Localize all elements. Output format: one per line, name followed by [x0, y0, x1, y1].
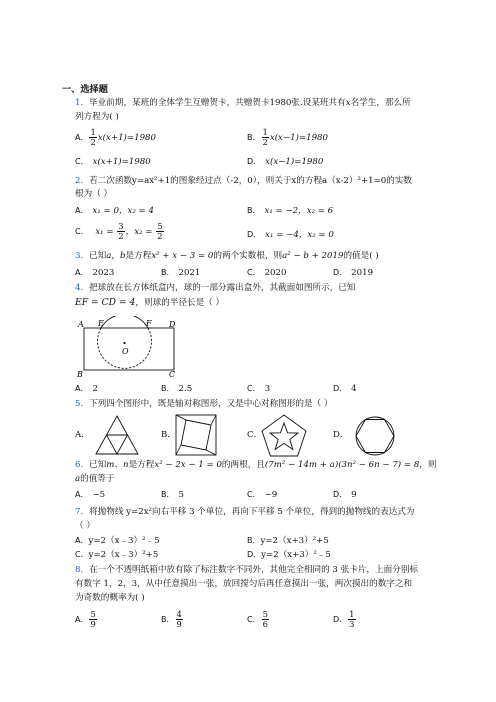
option-value: 2021 — [178, 268, 201, 278]
question-number: 3． — [75, 251, 90, 261]
option-expression: x(x−1)=1980 — [265, 157, 324, 167]
pentagon-star-figure — [260, 413, 308, 459]
expression: EF = CD = 4 — [75, 297, 136, 308]
option-label: A． — [75, 490, 89, 499]
option-label: C． — [247, 490, 261, 499]
question-number: 6． — [75, 460, 90, 470]
variable: m — [106, 460, 115, 470]
option-label: D． — [333, 268, 348, 277]
fraction: $\frac{5}{2}$ — [157, 221, 163, 241]
expression: a² − b + 2019 — [282, 251, 344, 261]
question-text: 的值是( ) — [343, 251, 379, 261]
q6-option-d — [333, 490, 357, 502]
section-title: 一、选择题 — [62, 84, 108, 95]
q8-option-a — [75, 610, 98, 629]
label-e: E — [98, 319, 104, 328]
question-text: 的两个实数根，则 — [213, 251, 283, 261]
question-text: 将抛物线 y=2x²向右平移 3 个单位，再向下平移 5 个单位，得到的抛物线的表达式为 — [89, 507, 415, 517]
question-3-line-1 — [75, 251, 379, 263]
question-number: 5． — [75, 399, 90, 409]
q3-option-c — [247, 268, 286, 280]
variable: a — [106, 251, 112, 261]
question-7-line-1 — [75, 507, 414, 519]
option-label: B． — [161, 614, 175, 624]
question-text: ，则球的半径长是（ ） — [135, 298, 225, 308]
q8-option-d — [333, 610, 357, 629]
option-value: −9 — [264, 490, 278, 500]
option-label: A． — [75, 384, 89, 393]
q6-option-b — [161, 490, 184, 502]
q3-option-a — [75, 268, 114, 280]
option-label: A． — [75, 132, 89, 142]
expression: (7m² − 14m + a)(3n² − 6n − 7) = 8 — [264, 460, 420, 470]
q3-option-d — [333, 268, 373, 280]
question-8-line-1 — [75, 565, 418, 577]
option-label: C． — [247, 268, 261, 277]
q1-option-d — [247, 157, 323, 169]
fraction: $\frac{1}{2}$ — [262, 127, 268, 147]
question-text: 名学生，那么所 — [350, 98, 411, 108]
option-label: A． — [75, 206, 89, 215]
q6-option-c — [247, 490, 277, 502]
question-number: 2． — [75, 176, 90, 186]
q3-option-b — [161, 268, 200, 280]
q5-option-a-label: A． — [75, 430, 90, 440]
question-8-line-2: 有数字 1，2，3，从中任意摸出一张，放回搅匀后再任意摸出一张，两次摸出的数字之和 — [75, 579, 413, 589]
fraction: $\frac{5}{6}$ — [262, 609, 268, 629]
q4-option-a — [75, 384, 98, 396]
question-number: 4． — [75, 283, 90, 293]
option-expression: y=2（x+3）²+5 — [260, 536, 329, 546]
question-text: 毕业前期，某班的全体学生互赠贺卡，共赠贺卡1980张.设某班共有 — [89, 98, 346, 108]
fraction: $\frac{4}{9}$ — [176, 609, 182, 629]
question-4-line-2 — [75, 297, 224, 310]
fraction: $\frac{1}{2}$ — [90, 127, 96, 147]
q4-option-c — [247, 384, 270, 396]
question-text: 若二次函数y=ax²+1的图象经过点（-2，0），则关于x的方程a（x-2）²+1=0的实数 — [89, 176, 412, 186]
q2-option-b — [247, 206, 333, 218]
option-label: C． — [75, 157, 89, 166]
option-value: 5 — [178, 490, 184, 500]
subdivided-triangle-figure — [94, 414, 140, 456]
question-7-line-2: （ ） — [75, 521, 95, 531]
center-point — [123, 342, 125, 344]
option-label: A． — [75, 268, 89, 277]
label-d: D — [169, 320, 176, 329]
question-5-line-1 — [75, 399, 332, 411]
option-expression: y=2（x﹣3）²﹣5 — [88, 536, 160, 546]
question-text: ，则 — [419, 460, 437, 470]
q7-option-d — [247, 550, 331, 562]
option-expression: x(x+1)=1980 — [92, 157, 151, 167]
variable: x — [345, 98, 351, 108]
q8-option-b — [161, 610, 184, 629]
question-number: 7． — [75, 507, 90, 517]
option-value: 2.5 — [178, 384, 193, 394]
separator: ， — [111, 251, 120, 261]
box-rect — [84, 328, 174, 370]
option-expression: x₁ = −4，x₂ = 0 — [265, 230, 334, 240]
fraction: $\frac{1}{3}$ — [349, 609, 355, 629]
q4-option-b — [161, 384, 192, 396]
question-text: 已知 — [89, 251, 107, 261]
equation: x² − 2x − 1 = 0 — [154, 460, 222, 470]
option-label: D． — [247, 550, 262, 559]
option-value: 3 — [264, 384, 271, 394]
option-label: B． — [247, 132, 261, 142]
option-label: D． — [333, 614, 348, 624]
option-expression: x(x+1)=1980 — [97, 132, 156, 143]
ball-in-box-figure — [74, 316, 184, 378]
option-value: 4 — [351, 384, 357, 394]
label-c: C — [169, 370, 176, 378]
question-number: 1． — [75, 98, 90, 108]
q6-option-a — [75, 490, 105, 502]
q7-option-c — [75, 550, 158, 562]
q2-option-d — [247, 230, 334, 242]
q7-option-a — [75, 536, 160, 548]
question-6-line-2 — [75, 474, 115, 486]
option-label: B． — [161, 490, 175, 499]
fraction: $\frac{5}{9}$ — [90, 609, 96, 629]
question-text: 的两根，且 — [221, 460, 265, 470]
option-label: D． — [247, 230, 262, 239]
option-expression: y=2（x﹣3）²+5 — [88, 550, 159, 560]
variable: b — [120, 251, 126, 261]
option-value: 2020 — [264, 268, 287, 278]
option-value: 2 — [92, 384, 98, 394]
question-1-line-2: 列方程为( ) — [75, 112, 119, 122]
option-value: 2023 — [92, 268, 115, 278]
question-text: 在一个不透明纸箱中放有除了标注数字不同外，其他完全相同的 3 张卡片，上面分别标 — [89, 565, 418, 575]
option-label: C． — [247, 384, 261, 393]
question-2-line-2: 根为（ ） — [75, 189, 113, 199]
question-text: 是方程 — [125, 251, 152, 261]
q1-option-c — [75, 157, 151, 169]
q4-option-d — [333, 384, 357, 396]
option-label: C． — [247, 614, 261, 624]
option-value: −5 — [92, 490, 106, 500]
question-4-line-1 — [75, 283, 355, 295]
question-text: 是方程 — [128, 460, 155, 470]
q1-option-a — [75, 128, 156, 147]
separator: 、 — [114, 460, 124, 470]
question-8-line-3: 为奇数的概率为( ) — [75, 593, 145, 603]
option-label: B． — [161, 384, 175, 393]
question-text: 把球放在长方体纸盒内，球的一部分露出盒外，其截面如图所示，已知 — [89, 283, 356, 293]
option-label: D． — [247, 157, 262, 166]
option-label: B． — [247, 536, 261, 545]
q2-option-a — [75, 206, 154, 218]
option-label: C． — [75, 550, 89, 559]
question-text: 已知 — [89, 460, 107, 470]
question-number: 8． — [75, 565, 90, 575]
label-f: F — [146, 319, 152, 328]
q1-option-b — [247, 128, 328, 147]
option-label: D． — [333, 490, 348, 499]
label-b: B — [77, 370, 83, 378]
question-2-line-1 — [75, 176, 412, 188]
option-expression: y=2（x+3）²﹣5 — [261, 550, 331, 560]
q2-option-c: C． x₁ = $\frac{3}{2}$ ，x₂ = $\frac{5}{2}$ — [75, 221, 163, 241]
option-expression: x₁ = −2，x₂ = 6 — [264, 206, 334, 216]
option-value: 2019 — [351, 268, 374, 278]
q5-option-d-label: D． — [333, 430, 349, 440]
equation: x² + x − 3 = 0 — [151, 251, 214, 261]
question-6-line-1 — [75, 460, 437, 472]
option-expression: x₁ = 0，x₂ = 4 — [92, 206, 154, 216]
option-value: 9 — [351, 490, 357, 500]
option-label: B． — [247, 206, 261, 215]
ball-arc-outside — [101, 316, 148, 328]
q5-option-b-label: B． — [161, 430, 176, 440]
option-expression: x(x−1)=1980 — [269, 132, 328, 143]
fraction: $\frac{3}{2}$ — [118, 221, 124, 241]
hexagon-in-circle-figure — [354, 415, 396, 457]
option-label: A． — [75, 614, 89, 624]
option-label: A． — [75, 536, 89, 545]
q7-option-b — [247, 536, 329, 548]
variable: a — [75, 474, 81, 484]
variable: n — [123, 460, 129, 470]
q8-option-c — [247, 610, 270, 629]
option-label: C． — [75, 226, 89, 236]
option-label: D． — [333, 384, 348, 393]
label-a: A — [78, 320, 84, 329]
question-text: 的值等于 — [80, 474, 115, 484]
q5-option-c-label: C． — [247, 430, 263, 440]
option-label: B． — [161, 268, 175, 277]
label-o: O — [122, 347, 129, 356]
question-1-line-1 — [75, 98, 411, 110]
question-text: 下列四个图形中，既是轴对称图形，又是中心对称图形的是（ ） — [89, 399, 333, 409]
square-pinwheel-figure — [174, 413, 218, 457]
